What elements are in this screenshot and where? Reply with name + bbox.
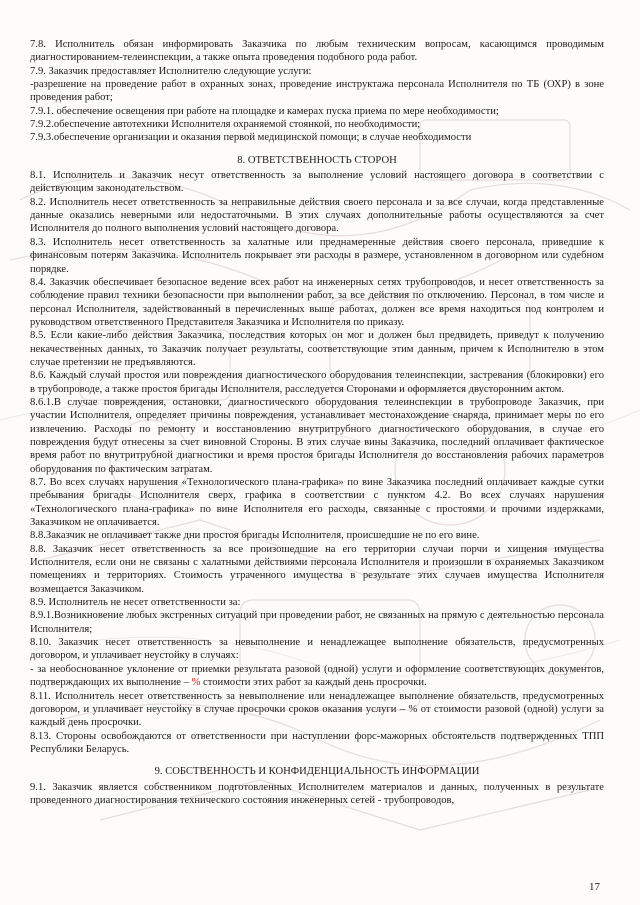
paragraph: 8.13. Стороны освобождаются от ответственности при наступлении форс-мажорных обстоятельств подтвержденных ТПП Республики Беларусь. [30,730,604,755]
paragraph: 7.9. Заказчик предоставляет Исполнителю следующие услуги: [30,65,312,77]
paragraph: 8.11. Исполнитель несет ответственность за невыполнение или ненадлежащее выполнение обязательств, предусмотренных договором, и уплачивает неустойку в случае просрочки сроков оказания услуги – % от стоимости разовой (одной) услуги за каждый день просрочки. [30,690,604,729]
paragraph-part: стоимости этих работ за каждый день просрочки. [200,677,427,689]
paragraph: 8.6. Каждый случай простоя или повреждения диагностического оборудования телеинспекции, застревания (блокировки) его в трубопроводе, а также простоя бригады Исполнителя, расследуется Сторонами и оформляется двусторонним актом. [30,370,604,395]
paragraph: 8.4. Заказчик обеспечивает безопасное ведение всех работ на инженерных сетях трубопроводов, и несет ответственность за соблюдение правил техники безопасности при выполнении работ, за все действия по отключению. Персонал, в том числе и персонал Исполнителя, задействованный в перечисленных выше работах, должен все время находиться под контролем и руководством ответственного Представителя Заказчика и Исполнителя по приказу. [30,276,604,328]
paragraph: 8.6.1.В случае повреждения, остановки, диагностического оборудования телеинспекции в трубопроводе Заказчик, при участии Исполнителя, определяет причины повреждения, устанавливает местонахождение снаряда, принимает меры по его извлечению. Расходы по ремонту и восстановлению внутритрубного диагностического оборудования, в случае его повреждения будут отнесены за счет виновной Стороны. В этих случае вины Заказчика, последний оплачивает фактическое время работ по внутритрубной диагностики и время простоя бригады Исполнителя до восстановления рабочих параметров оборудования по фактическим затратам. [30,396,604,475]
paragraph: 8.5. Если какие-либо действия Заказчика, последствия которых он мог и должен был предвидеть, приведут к получению некачественных данных, то Заказчик получает результаты, соответствующие этим данным, причем к Исполнителю в этом случае претензии не предъявляются. [30,330,604,368]
paragraph: 8.7. Во всех случаях нарушения «Технологического плана-графика» по вине Заказчика последний оплачивает каждые сутки пребывания бригады Исполнителя сверх, графика в соответствии с пунктом 4.2. Во всех случаях нарушения «Технологического плана-графика» по вине Исполнителя его расходы, связанные с простоями и прочими издержками, Заказчиком не оплачивается. [30,477,604,529]
paragraph: 7.9.2.обеспечение автотехники Исполнителя охраняемой стоянкой, по необходимости; [30,119,421,131]
paragraph: -разрешение на проведение работ в охранных зонах, проведение инструктажа персонала Исполнителя по ТБ (ОХР) в зоне проведения работ; [30,79,604,104]
paragraph [30,663,604,690]
paragraph: 7.9.3.обеспечение организации и оказания первой медицинской помощи; в случае необходимости [30,132,472,144]
section-heading: 9. СОБСТВЕННОСТЬ И КОНФИДЕНЦИАЛЬНОСТЬ ИНФОРМАЦИИ [154,766,480,778]
document-body [30,38,604,807]
paragraph: 8.9. Исполнитель не несет ответственности за: [30,597,241,609]
percent-mark: % [191,677,201,689]
paragraph: 8.8. Заказчик несет ответственность за все произошедшие на его территории случаи порчи и хищения имущества Исполнителя, если они не связаны с халатными действиями персонала Исполнителя и произошли в охраняемых Заказчиком помещениях и территориях. Стоимость утраченного имущества в результате этих случаев имущества Исполнителя возмещается Заказчиком. [30,543,604,595]
paragraph: 8.1. Исполнитель и Заказчик несут ответственность за выполнение условий настоящего договора в соответствии с действующим законодательством. [30,170,604,195]
section-heading: 8. ОТВЕТСТВЕННОСТЬ СТОРОН [237,154,397,166]
paragraph-part: - за необоснованное уклонение от приемки результата разовой (одной) услуги и оформление соответствующих документов, подтверждающих их выполнение – [30,663,604,689]
paragraph: 8.8.Заказчик не оплачивает также дни простоя бригады Исполнителя, происшедшие не по его вине. [30,530,480,542]
paragraph: 7.9.1. обеспечение освещения при работе на площадке и камерах пуска приема по мере необходимости; [30,105,499,117]
paragraph: 8.10. Заказчик несет ответственность за невыполнение и ненадлежащее выполнение обязательств, предусмотренных договором, и уплачивает неустойку в случаях: [30,637,604,662]
paragraph: 8.9.1.Возникновение любых экстренных ситуаций при проведении работ, не связанных на прямую с деятельностью персонала Исполнителя; [30,610,604,635]
page-number: 17 [589,881,600,893]
paragraph: 8.2. Исполнитель несет ответственность за неправильные действия своего персонала и за все случаи, когда представленные данные оказались неверными или недостаточными. В этих случаях дополнительные работы осуществляются за счет Исполнителя до полного выполнения условий настоящего договора. [30,196,604,235]
paragraph: 8.3. Исполнитель несет ответственность за халатные или преднамеренные действия своего персонала, приведшие к финансовым потерям Заказчика. Исполнитель покрывает эти расходы в размере, установленном в договорном или судебном порядке. [30,236,604,275]
paragraph: 9.1. Заказчик является собственником подготовленных Исполнителем материалов и данных, полученных в результате проведенного диагностирования технического состояния инженерных сетей - трубопроводов, [30,781,604,806]
paragraph: 7.8. Исполнитель обязан информировать Заказчика по любым техническим вопросам, касающимся проводимым диагностированием-телеинспекции, а также опыта проведения подобного рода работ. [30,39,604,64]
